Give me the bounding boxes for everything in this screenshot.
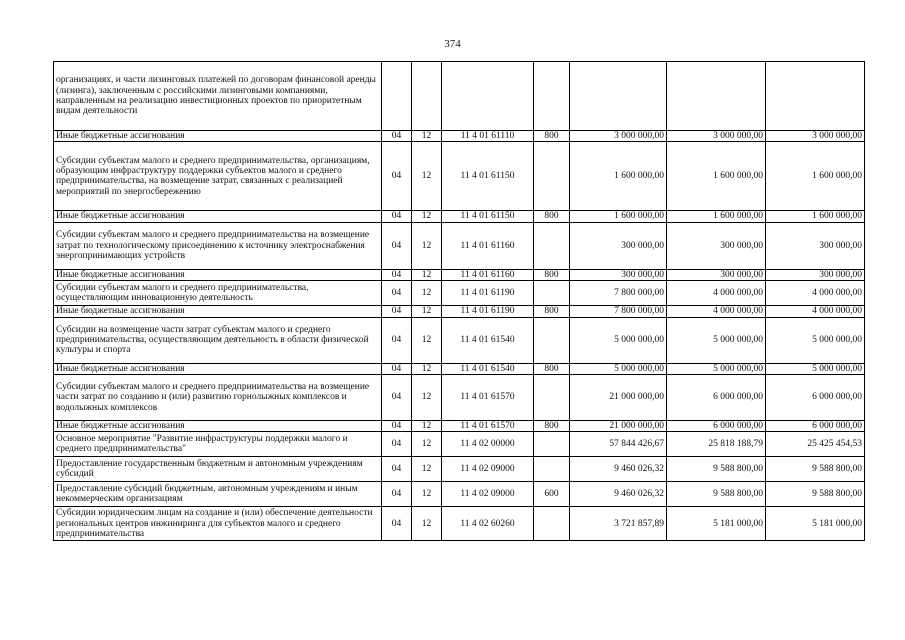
expense-type-code-cell xyxy=(534,222,570,269)
subsection-code-cell: 12 xyxy=(412,306,442,317)
item-name-cell: Субсидии юридическим лицам на создание и (или) обеспечение деятельности региональных центров инжиниринга для субъектов малого и среднего предпринимательства xyxy=(54,507,382,541)
table-row xyxy=(54,142,865,211)
expense-type-code-cell: 800 xyxy=(534,269,570,280)
section-code-cell: 04 xyxy=(382,457,412,482)
expense-type-code-cell: 800 xyxy=(534,131,570,142)
table-row xyxy=(54,363,865,374)
amount-year-3-cell: 5 000 000,00 xyxy=(766,363,865,374)
amount-year-2-cell: 1 600 000,00 xyxy=(667,142,766,211)
subsection-code-cell: 12 xyxy=(412,269,442,280)
amount-year-3-cell: 300 000,00 xyxy=(766,222,865,269)
target-item-code-cell: 11 4 01 61570 xyxy=(442,421,534,432)
subsection-code-cell: 12 xyxy=(412,131,442,142)
amount-year-2-cell: 4 000 000,00 xyxy=(667,281,766,306)
amount-year-3-cell: 6 000 000,00 xyxy=(766,421,865,432)
expense-type-code-cell xyxy=(534,62,570,131)
expense-type-code-cell xyxy=(534,507,570,541)
target-item-code-cell: 11 4 02 60260 xyxy=(442,507,534,541)
amount-year-3-cell: 5 000 000,00 xyxy=(766,317,865,363)
section-code-cell: 04 xyxy=(382,281,412,306)
amount-year-2-cell: 4 000 000,00 xyxy=(667,306,766,317)
table-row xyxy=(54,317,865,363)
amount-year-1-cell: 5 000 000,00 xyxy=(570,363,667,374)
section-code-cell: 04 xyxy=(382,482,412,507)
table-row xyxy=(54,421,865,432)
amount-year-2-cell: 25 818 188,79 xyxy=(667,432,766,457)
amount-year-1-cell xyxy=(570,62,667,131)
target-item-code-cell: 11 4 01 61160 xyxy=(442,269,534,280)
section-code-cell: 04 xyxy=(382,507,412,541)
target-item-code-cell: 11 4 01 61190 xyxy=(442,306,534,317)
amount-year-1-cell: 7 800 000,00 xyxy=(570,306,667,317)
section-code-cell: 04 xyxy=(382,317,412,363)
item-name-cell: Субсидии субъектам малого и среднего предпринимательства, осуществляющим инновационную деятельность xyxy=(54,281,382,306)
amount-year-3-cell: 25 425 454,53 xyxy=(766,432,865,457)
target-item-code-cell: 11 4 01 61540 xyxy=(442,363,534,374)
target-item-code-cell: 11 4 01 61150 xyxy=(442,142,534,211)
amount-year-1-cell: 7 800 000,00 xyxy=(570,281,667,306)
section-code-cell: 04 xyxy=(382,131,412,142)
page-number: 374 xyxy=(444,38,461,50)
table-row xyxy=(54,306,865,317)
expense-type-code-cell xyxy=(534,457,570,482)
subsection-code-cell: 12 xyxy=(412,375,442,421)
amount-year-2-cell: 6 000 000,00 xyxy=(667,421,766,432)
amount-year-1-cell: 21 000 000,00 xyxy=(570,421,667,432)
item-name-cell: Субсидии на возмещение части затрат субъектам малого и среднего предпринимательства, осуществляющим деятельность в области физической культуры и спорта xyxy=(54,317,382,363)
subsection-code-cell: 12 xyxy=(412,482,442,507)
amount-year-2-cell: 300 000,00 xyxy=(667,222,766,269)
subsection-code-cell: 12 xyxy=(412,457,442,482)
amount-year-1-cell: 9 460 026,32 xyxy=(570,482,667,507)
section-code-cell: 04 xyxy=(382,363,412,374)
expense-type-code-cell: 800 xyxy=(534,211,570,222)
amount-year-2-cell: 6 000 000,00 xyxy=(667,375,766,421)
amount-year-3-cell: 1 600 000,00 xyxy=(766,142,865,211)
amount-year-1-cell: 3 721 857,89 xyxy=(570,507,667,541)
amount-year-1-cell: 300 000,00 xyxy=(570,222,667,269)
amount-year-3-cell: 9 588 800,00 xyxy=(766,457,865,482)
table-row xyxy=(54,211,865,222)
table-row xyxy=(54,281,865,306)
table-row xyxy=(54,269,865,280)
subsection-code-cell: 12 xyxy=(412,222,442,269)
amount-year-1-cell: 1 600 000,00 xyxy=(570,211,667,222)
item-name-cell: Иные бюджетные ассигнования xyxy=(54,421,382,432)
subsection-code-cell: 12 xyxy=(412,432,442,457)
amount-year-3-cell: 1 600 000,00 xyxy=(766,211,865,222)
amount-year-1-cell: 9 460 026,32 xyxy=(570,457,667,482)
amount-year-3-cell: 4 000 000,00 xyxy=(766,281,865,306)
amount-year-1-cell: 1 600 000,00 xyxy=(570,142,667,211)
subsection-code-cell: 12 xyxy=(412,421,442,432)
expense-type-code-cell: 800 xyxy=(534,363,570,374)
amount-year-1-cell: 57 844 426,67 xyxy=(570,432,667,457)
table-row xyxy=(54,482,865,507)
table-row xyxy=(54,62,865,131)
item-name-cell: Субсидии субъектам малого и среднего предпринимательства на возмещение затрат по технологическому присоединению к источнику электроснабжения энергопринимающих устройств xyxy=(54,222,382,269)
amount-year-2-cell: 5 181 000,00 xyxy=(667,507,766,541)
amount-year-3-cell: 300 000,00 xyxy=(766,269,865,280)
amount-year-3-cell: 5 181 000,00 xyxy=(766,507,865,541)
subsection-code-cell: 12 xyxy=(412,507,442,541)
budget-table xyxy=(53,61,865,541)
table-row xyxy=(54,131,865,142)
expense-type-code-cell: 600 xyxy=(534,482,570,507)
amount-year-3-cell: 6 000 000,00 xyxy=(766,375,865,421)
amount-year-2-cell: 300 000,00 xyxy=(667,269,766,280)
amount-year-2-cell: 5 000 000,00 xyxy=(667,317,766,363)
table-row xyxy=(54,432,865,457)
target-item-code-cell: 11 4 01 61110 xyxy=(442,131,534,142)
amount-year-1-cell: 3 000 000,00 xyxy=(570,131,667,142)
amount-year-1-cell: 21 000 000,00 xyxy=(570,375,667,421)
table-row xyxy=(54,507,865,541)
section-code-cell: 04 xyxy=(382,142,412,211)
table-body xyxy=(54,62,865,541)
item-name-cell: Иные бюджетные ассигнования xyxy=(54,306,382,317)
section-code-cell: 04 xyxy=(382,269,412,280)
item-name-cell: Основное мероприятие "Развитие инфраструктуры поддержки малого и среднего предпринимательства" xyxy=(54,432,382,457)
amount-year-1-cell: 300 000,00 xyxy=(570,269,667,280)
subsection-code-cell: 12 xyxy=(412,281,442,306)
amount-year-2-cell xyxy=(667,62,766,131)
item-name-cell: Субсидии субъектам малого и среднего предпринимательства на возмещение части затрат по созданию и (или) развитию горнолыжных комплексов и водолыжных комплексов xyxy=(54,375,382,421)
item-name-cell: Иные бюджетные ассигнования xyxy=(54,269,382,280)
subsection-code-cell: 12 xyxy=(412,211,442,222)
expense-type-code-cell: 800 xyxy=(534,421,570,432)
amount-year-3-cell: 4 000 000,00 xyxy=(766,306,865,317)
item-name-cell: Иные бюджетные ассигнования xyxy=(54,363,382,374)
amount-year-2-cell: 5 000 000,00 xyxy=(667,363,766,374)
amount-year-2-cell: 3 000 000,00 xyxy=(667,131,766,142)
item-name-cell: организациях, и части лизинговых платежей по договорам финансовой аренды (лизинга), заключенным с российскими лизинговыми компаниями, направленным на реализацию инвестиционных проектов по приоритетным видам деятельности xyxy=(54,62,382,131)
section-code-cell: 04 xyxy=(382,211,412,222)
subsection-code-cell: 12 xyxy=(412,142,442,211)
target-item-code-cell: 11 4 01 61570 xyxy=(442,375,534,421)
target-item-code-cell: 11 4 01 61190 xyxy=(442,281,534,306)
section-code-cell xyxy=(382,62,412,131)
expense-type-code-cell xyxy=(534,432,570,457)
expense-type-code-cell xyxy=(534,142,570,211)
target-item-code-cell: 11 4 02 00000 xyxy=(442,432,534,457)
item-name-cell: Предоставление субсидий бюджетным, автономным учреждениям и иным некоммерческим организациям xyxy=(54,482,382,507)
subsection-code-cell: 12 xyxy=(412,317,442,363)
target-item-code-cell: 11 4 01 61540 xyxy=(442,317,534,363)
amount-year-2-cell: 9 588 800,00 xyxy=(667,482,766,507)
amount-year-2-cell: 9 588 800,00 xyxy=(667,457,766,482)
section-code-cell: 04 xyxy=(382,222,412,269)
section-code-cell: 04 xyxy=(382,375,412,421)
target-item-code-cell: 11 4 01 61150 xyxy=(442,211,534,222)
section-code-cell: 04 xyxy=(382,306,412,317)
item-name-cell: Иные бюджетные ассигнования xyxy=(54,131,382,142)
table-row xyxy=(54,457,865,482)
item-name-cell: Субсидии субъектам малого и среднего предпринимательства, организациям, образующим инфраструктуру поддержки субъектов малого и среднего предпринимательства, на возмещение затрат, связанных с реализацией мероприятий по энергосбережению xyxy=(54,142,382,211)
amount-year-1-cell: 5 000 000,00 xyxy=(570,317,667,363)
subsection-code-cell xyxy=(412,62,442,131)
expense-type-code-cell xyxy=(534,375,570,421)
amount-year-3-cell xyxy=(766,62,865,131)
table-row xyxy=(54,375,865,421)
target-item-code-cell: 11 4 01 61160 xyxy=(442,222,534,269)
amount-year-2-cell: 1 600 000,00 xyxy=(667,211,766,222)
item-name-cell: Предоставление государственным бюджетным и автономным учреждениям субсидий xyxy=(54,457,382,482)
amount-year-3-cell: 9 588 800,00 xyxy=(766,482,865,507)
expense-type-code-cell xyxy=(534,281,570,306)
section-code-cell: 04 xyxy=(382,432,412,457)
item-name-cell: Иные бюджетные ассигнования xyxy=(54,211,382,222)
expense-type-code-cell xyxy=(534,317,570,363)
target-item-code-cell: 11 4 02 09000 xyxy=(442,457,534,482)
section-code-cell: 04 xyxy=(382,421,412,432)
target-item-code-cell xyxy=(442,62,534,131)
target-item-code-cell: 11 4 02 09000 xyxy=(442,482,534,507)
table-row xyxy=(54,222,865,269)
expense-type-code-cell: 800 xyxy=(534,306,570,317)
amount-year-3-cell: 3 000 000,00 xyxy=(766,131,865,142)
subsection-code-cell: 12 xyxy=(412,363,442,374)
